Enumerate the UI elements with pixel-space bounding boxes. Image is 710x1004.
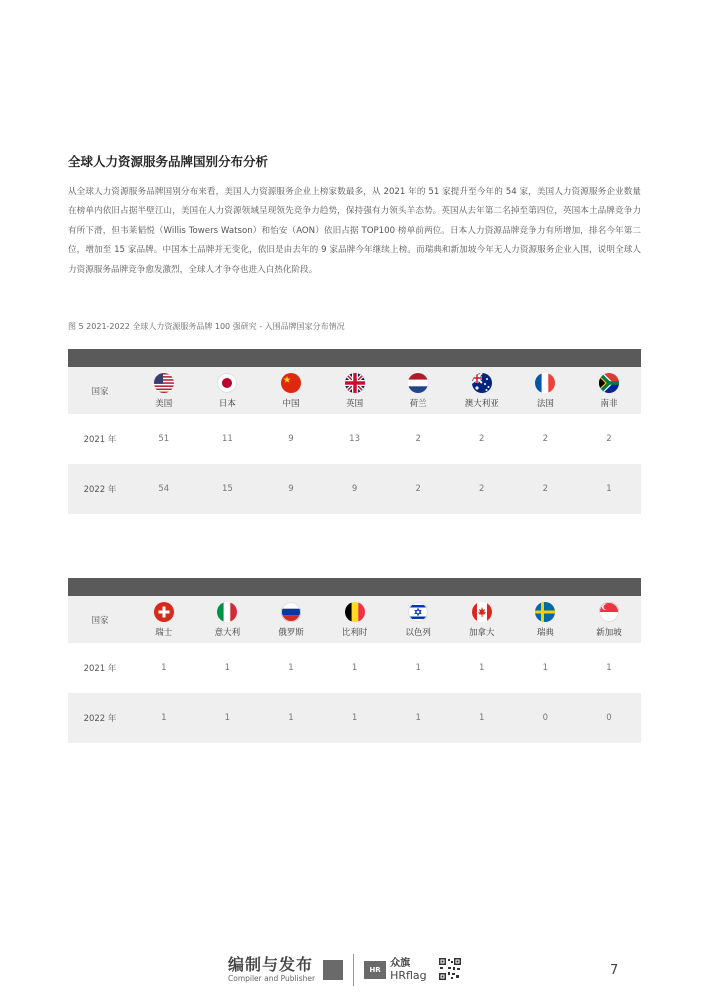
country-name: 新加坡 [596,627,622,638]
country-switzerland [132,602,196,638]
country-usa [132,373,196,409]
publisher-title: 编制与发布 [228,955,314,974]
value-cell: 51 [158,434,170,444]
table-row-2021 [68,643,641,693]
year-label: 2022 年 [83,485,117,495]
value-cell: 9 [351,484,358,494]
value-cell: 9 [288,484,294,494]
country-belgium [323,602,387,638]
value-cell: 2 [606,434,612,444]
table-top-bar [68,578,641,596]
country-label: 国家 [91,386,109,397]
flag-israel-icon [408,602,428,622]
country-name: 日本 [218,398,236,409]
table-header-row [68,596,641,643]
value-cell: 1 [415,713,421,723]
flag-usa-icon [154,373,174,393]
hrflag-logo [390,958,427,982]
value-cell: 15 [221,484,233,494]
value-cell: 1 [606,484,612,494]
flag-italy-icon [217,602,237,622]
flag-belgium-icon [345,602,365,622]
value-cell: 54 [158,484,170,494]
publisher-footer [228,950,461,990]
country-name: 荷兰 [409,398,427,409]
value-cell: 2 [415,434,421,444]
footer-divider [353,954,354,986]
country-italy [196,602,260,638]
flag-australia-icon [472,373,492,393]
country-name: 美国 [155,398,173,409]
country-israel [386,602,450,638]
publisher-block [228,956,315,984]
flag-switzerland-icon [154,602,174,622]
value-cell: 2 [479,434,485,444]
flag-france-icon [535,373,555,393]
value-cell: 1 [161,663,167,673]
value-cell: 1 [351,713,358,723]
value-cell: 9 [288,434,294,444]
country-japan [196,373,260,409]
flag-canada-icon [472,602,492,622]
value-cell: 0 [606,713,612,723]
country-china [259,373,323,409]
country-name: 法国 [536,398,554,409]
page-number: 7 [610,963,619,978]
figure-caption: 图 5 2021-2022 全球人力资源服务品牌 100 强研究 - 入围品牌国家分布情况 [68,322,345,331]
publisher-subtitle: Compiler and Publisher [228,974,316,983]
value-cell: 13 [349,434,360,444]
country-name: 澳大利亚 [464,398,499,409]
value-cell: 1 [288,663,294,673]
table-row-2021 [68,414,641,464]
table-header-row [68,367,641,414]
hr-logo-icon: HR [364,961,386,979]
value-cell: 2 [479,484,485,494]
value-cell: 1 [161,713,167,723]
country-name: 意大利 [214,627,241,638]
country-name: 加拿大 [469,627,495,638]
country-name: 俄罗斯 [278,627,304,638]
flag-russia-icon [281,602,301,622]
country-name: 南非 [600,398,618,409]
section-heading: 全球人力资源服务品牌国别分布分析 [68,154,269,169]
value-cell: 1 [224,713,231,723]
table-top-bar [68,349,641,367]
country-singapore [577,602,641,638]
country-russia [259,602,323,638]
country-label: 国家 [91,615,109,626]
flag-japan-icon [217,373,237,393]
value-cell: 1 [606,663,612,673]
flag-uk-icon [345,373,365,393]
country-netherlands [386,373,450,409]
value-cell: 11 [221,434,233,444]
value-cell: 1 [479,713,485,723]
country-uk [323,373,387,409]
body-paragraph: 从全球人力资源服务品牌国别分布来看，美国人力资源服务企业上榜家数最多，从 2021 年的 51 家提升至今年的 54 家，美国人力资源服务企业数量在榜单内依旧占据半壁江山，美国在人力资源领域呈现领先竞争力趋势，保持强有力领头羊态势。英国从去年第二名掉至第四位，英国本土品牌竞争力有所下滑，但韦莱韬悦（Willis Towers Watson）和怡安（AON）依旧占据 TOP100 榜单前两位。日本人力资源品牌竞争力有所增加，排名今年第二位，增加至 15 家品牌。中国本土品牌并无变化，依旧是由去年的 9 家品牌今年继续上榜。而瑞典和新加坡今年无人力资源服务企业入围，说明全球人力资源服务品牌竞争愈发激烈，全球人才争夺也进入白热化阶段。 [68,187,641,275]
value-cell: 1 [351,663,358,673]
country-name: 中国 [282,398,300,409]
country-table-2 [68,578,641,743]
country-canada [450,602,514,638]
country-name: 瑞典 [536,627,554,638]
country-name: 比利时 [341,627,368,638]
country-name: 瑞士 [155,627,173,638]
flag-sweden-icon [535,602,555,622]
flag-south-africa-icon [599,373,619,393]
year-label: 2021 年 [83,664,117,674]
value-cell: 0 [542,713,549,723]
value-cell: 1 [542,663,549,673]
flag-singapore-icon [599,602,619,622]
publisher-logo-icon [323,960,343,980]
country-australia [450,373,514,409]
country-france [514,373,578,409]
country-table-1 [68,349,641,514]
country-sweden [514,602,578,638]
country-name: 以色列 [405,627,431,638]
flag-china-icon [281,373,301,393]
hrflag-cn: 众旗 [390,958,411,969]
qr-code-icon [439,958,461,982]
value-cell: 2 [542,484,549,494]
value-cell: 2 [542,434,549,444]
value-cell: 1 [224,663,231,673]
flag-netherlands-icon [408,373,428,393]
value-cell: 2 [415,484,421,494]
table-row-2022 [68,693,641,743]
value-cell: 1 [415,663,421,673]
country-name: 英国 [346,398,364,409]
value-cell: 1 [479,663,485,673]
value-cell: 1 [288,713,294,723]
country-south-africa [577,373,641,409]
year-label: 2022 年 [83,714,117,724]
table-row-2022 [68,464,641,514]
year-label: 2021 年 [83,435,117,445]
hrflag-en: HRflag [390,969,427,982]
